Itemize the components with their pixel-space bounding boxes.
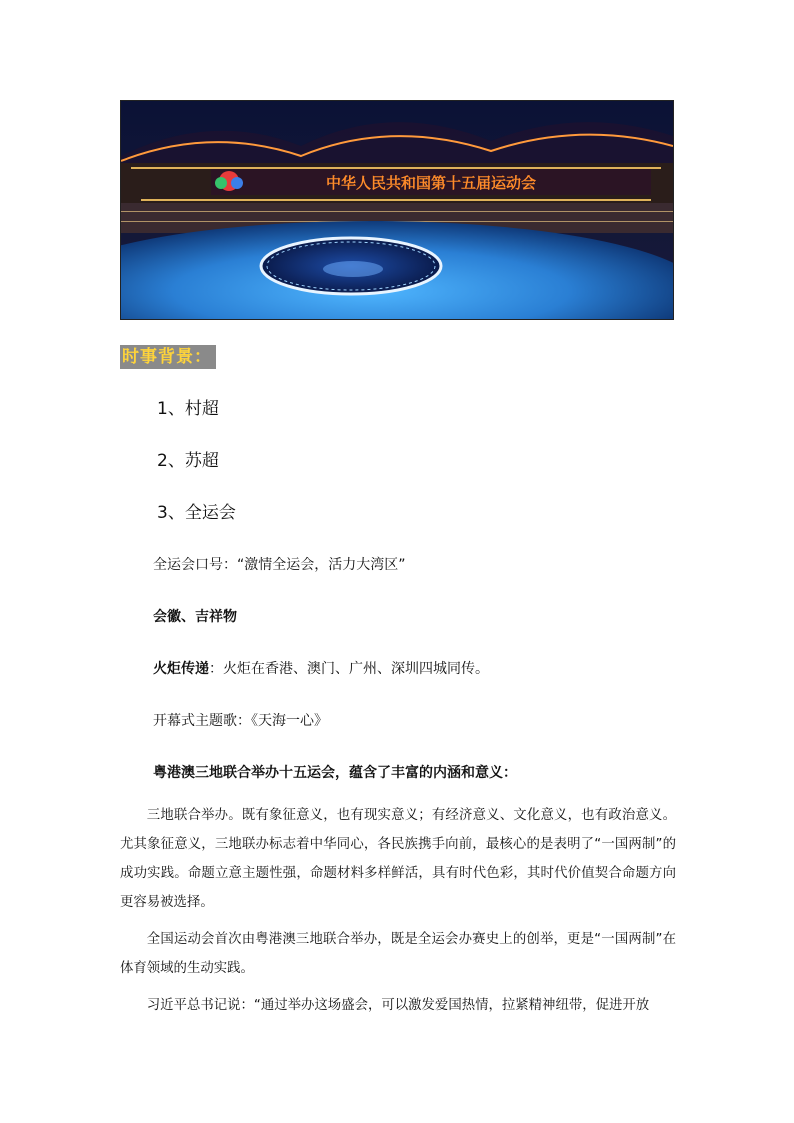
- item-label: 全运会: [184, 503, 236, 523]
- headline-background: 时事背景：: [120, 345, 216, 369]
- banner-text: 中华人民共和国第十五届运动会: [325, 174, 537, 192]
- item-number: 3、: [157, 503, 185, 523]
- item-label: 村超: [184, 399, 219, 419]
- stadium-photo: [120, 100, 674, 320]
- significance-subhead: 粤港澳三地联合举办十五运会，蕴含了丰富的内涵和意义：: [153, 765, 517, 781]
- paragraph: 全国运动会首次由粤港澳三地联合举办，既是全运会办赛史上的创举，更是“一国两制”在体育领域的生动实践。: [120, 932, 676, 976]
- slogan-line: 全运会口号：“激情全运会，活力大湾区”: [153, 557, 406, 573]
- item-number: 2、: [157, 451, 185, 471]
- list-item: [157, 446, 219, 471]
- stadium-illustration: [121, 101, 673, 319]
- mascot-line: 会徽、吉祥物: [153, 609, 237, 625]
- torch-label: 火炬传递: [153, 661, 209, 677]
- item-number: 1、: [157, 399, 185, 419]
- torch-line: [153, 658, 489, 678]
- torch-text: ：火炬在香港、澳门、广州、深圳四城同传。: [209, 661, 489, 677]
- theme-song-line: 开幕式主题歌：《天海一心》: [153, 713, 328, 729]
- list-item: [157, 498, 236, 523]
- paragraph: 习近平总书记说：“通过举办这场盛会，可以激发爱国热情，拉紧精神纽带，促进开放: [146, 998, 650, 1013]
- item-label: 苏超: [184, 451, 219, 471]
- list-item: [157, 394, 219, 419]
- paragraph: 三地联合举办。既有象征意义，也有现实意义；有经济意义、文化意义，也有政治意义。尤其象征意义，三地联办标志着中华同心，各民族携手向前，最核心的是表明了“一国两制”的成功实践。命题立意主题性强，命题材料多样鲜活，具有时代色彩，其时代价值契合命题方向更容易被选择。: [120, 808, 676, 910]
